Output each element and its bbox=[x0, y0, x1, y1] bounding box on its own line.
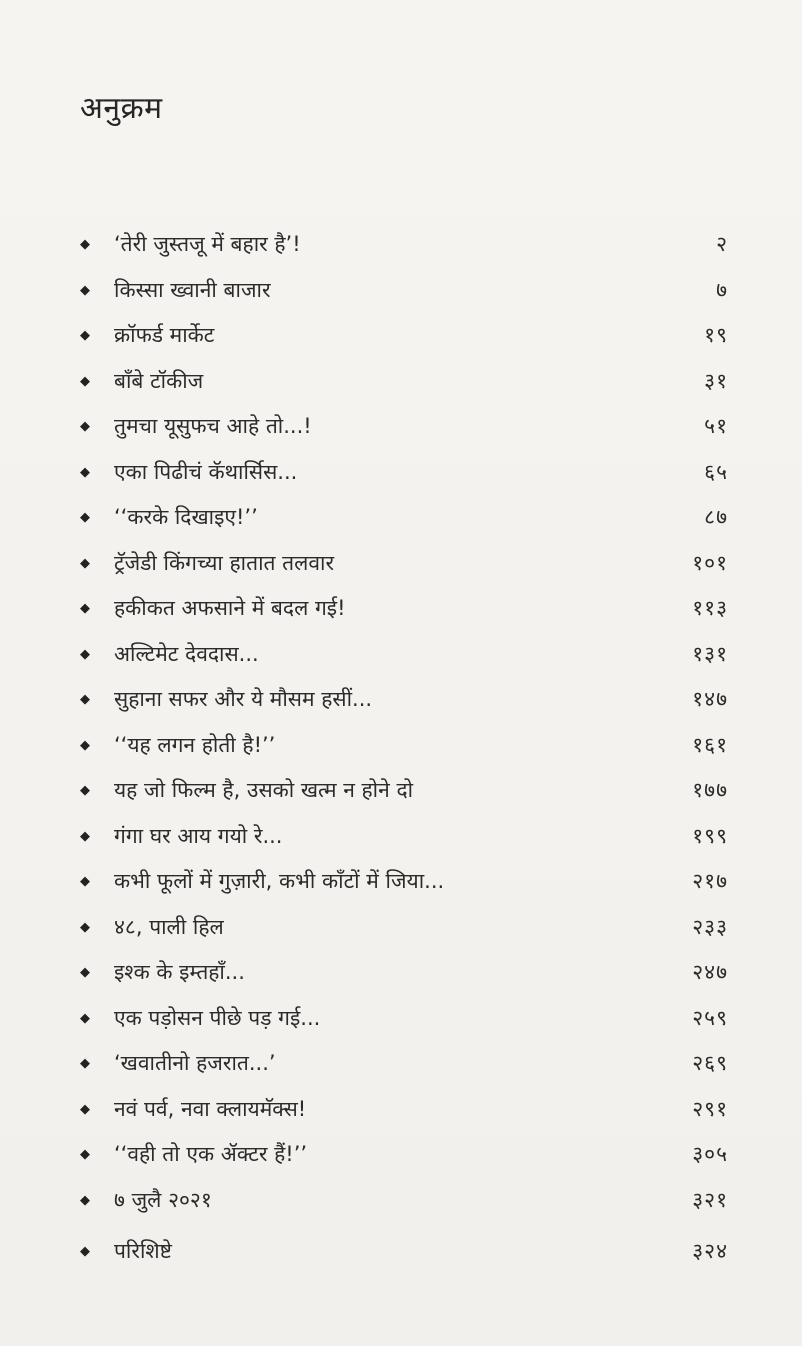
toc-entry-page: २६९ bbox=[692, 1051, 728, 1075]
toc-entry-title: कभी फूलों में गुज़ारी, कभी काँटों में जिया... bbox=[114, 869, 445, 893]
toc-entry-page: ७ bbox=[716, 277, 728, 302]
toc-entry-title: क्रॉफर्ड मार्केट bbox=[114, 323, 215, 347]
toc-entry bbox=[78, 313, 728, 359]
toc-entry-title: बॉंबे टॉकीज bbox=[114, 368, 204, 393]
toc-entry-title: परिशिष्टे bbox=[114, 1239, 172, 1263]
diamond-bullet-icon: ◆ bbox=[80, 1010, 90, 1026]
toc-entry bbox=[78, 541, 728, 587]
diamond-bullet-icon: ◆ bbox=[80, 601, 90, 616]
diamond-bullet-icon: ◆ bbox=[80, 965, 90, 980]
toc-entry bbox=[78, 1041, 728, 1087]
toc-entry-page: २३३ bbox=[692, 914, 728, 939]
toc-entry bbox=[78, 814, 728, 860]
toc-entry-page: १७७ bbox=[692, 778, 728, 802]
toc-entry-page: १९ bbox=[704, 323, 728, 347]
toc-entry-title: सुहाना सफर और ये मौसम हसीं... bbox=[114, 687, 373, 711]
toc-entry-page: १०१ bbox=[692, 550, 728, 575]
diamond-bullet-icon: ◆ bbox=[80, 874, 90, 889]
toc-entry-page: ८७ bbox=[704, 505, 728, 529]
diamond-bullet-icon: ◆ bbox=[80, 737, 90, 753]
toc-entry bbox=[78, 1229, 728, 1275]
diamond-bullet-icon: ◆ bbox=[80, 328, 90, 343]
toc-entry bbox=[78, 268, 728, 314]
toc-entry-page: २ bbox=[716, 232, 728, 256]
toc-entry-page: २५९ bbox=[692, 1005, 728, 1030]
toc-entry-title: ‘‘यह लगन होती है!’’ bbox=[114, 732, 276, 757]
toc-entry bbox=[78, 1132, 728, 1178]
diamond-bullet-icon: ◆ bbox=[80, 646, 90, 662]
toc-entry bbox=[78, 1178, 728, 1224]
diamond-bullet-icon: ◆ bbox=[80, 555, 90, 571]
toc-entry bbox=[78, 950, 728, 996]
toc-entry bbox=[78, 632, 728, 678]
diamond-bullet-icon: ◆ bbox=[80, 237, 90, 252]
toc-entry-title: एक पड़ोसन पीछे पड़ गई... bbox=[114, 1005, 321, 1030]
diamond-bullet-icon: ◆ bbox=[80, 1244, 90, 1259]
toc-entry bbox=[78, 1087, 728, 1133]
toc-entry-title: ‘तेरी जुस्तजू में बहार है’! bbox=[114, 232, 301, 256]
toc-entry-title: ट्रॅजेडी किंगच्या हातात तलवार bbox=[114, 550, 335, 575]
diamond-bullet-icon: ◆ bbox=[80, 1147, 90, 1162]
toc-entry-page: २९१ bbox=[692, 1096, 728, 1121]
toc-entry bbox=[78, 404, 728, 450]
toc-entry-page: १९९ bbox=[692, 823, 728, 848]
toc-entry bbox=[78, 768, 728, 814]
diamond-bullet-icon: ◆ bbox=[80, 282, 90, 298]
toc-entry-title: अल्टिमेट देवदास... bbox=[114, 641, 259, 666]
diamond-bullet-icon: ◆ bbox=[80, 373, 90, 389]
toc-entry-page: ३१ bbox=[704, 368, 728, 393]
toc-entry bbox=[78, 495, 728, 541]
toc-entry-page: ३०५ bbox=[692, 1142, 728, 1166]
toc-entry-page: ५१ bbox=[704, 414, 728, 438]
toc-entry-title: नवं पर्व, नवा क्लायमॅक्स! bbox=[114, 1096, 307, 1121]
table-of-contents bbox=[78, 222, 728, 1275]
toc-entry bbox=[78, 859, 728, 905]
diamond-bullet-icon: ◆ bbox=[80, 783, 90, 798]
toc-entry bbox=[78, 450, 728, 496]
toc-entry bbox=[78, 723, 728, 769]
toc-entry-title: किस्सा ख्वानी बाजार bbox=[114, 277, 271, 302]
toc-entry-page: १६१ bbox=[692, 732, 728, 757]
toc-entry-page: १३१ bbox=[692, 641, 728, 666]
toc-entry-title: ‘खवातीनो हजरात...’ bbox=[114, 1051, 276, 1075]
diamond-bullet-icon: ◆ bbox=[80, 1101, 90, 1117]
diamond-bullet-icon: ◆ bbox=[80, 510, 90, 525]
diamond-bullet-icon: ◆ bbox=[80, 692, 90, 707]
diamond-bullet-icon: ◆ bbox=[80, 1056, 90, 1071]
diamond-bullet-icon: ◆ bbox=[80, 828, 90, 844]
toc-entry-page: २४७ bbox=[692, 960, 728, 984]
toc-entry bbox=[78, 905, 728, 951]
toc-entry-page: ३२४ bbox=[692, 1239, 728, 1263]
toc-entry-page: ३२१ bbox=[692, 1187, 728, 1212]
toc-entry-title: ‘‘करके दिखाइए!’’ bbox=[114, 505, 258, 529]
toc-entry-page: २१७ bbox=[692, 869, 728, 893]
toc-entry bbox=[78, 677, 728, 723]
toc-entry bbox=[78, 586, 728, 632]
toc-entry-title: ‘‘वही तो एक ॲक्टर हैं!’’ bbox=[114, 1142, 308, 1166]
diamond-bullet-icon: ◆ bbox=[80, 464, 90, 480]
toc-entry-title: हकीकत अफसाने में बदल गई! bbox=[114, 596, 346, 620]
toc-entry-title: ४८, पाली हिल bbox=[114, 914, 224, 939]
toc-entry bbox=[78, 996, 728, 1042]
toc-entry bbox=[78, 222, 728, 268]
diamond-bullet-icon: ◆ bbox=[80, 419, 90, 434]
toc-entry-title: ७ जुलै २०२१ bbox=[114, 1187, 212, 1212]
toc-entry-title: यह जो फिल्म है, उसको खत्म न होने दो bbox=[114, 778, 414, 802]
toc-entry-title: तुमचा यूसुफच आहे तो...! bbox=[114, 414, 312, 438]
page-title: अनुक्रम bbox=[80, 91, 163, 126]
toc-entry-title: इश्क के इम्तहाँ... bbox=[114, 960, 245, 984]
toc-entry bbox=[78, 359, 728, 405]
toc-entry-page: ११३ bbox=[692, 596, 728, 620]
toc-entry-page: १४७ bbox=[692, 687, 728, 711]
toc-entry-title: एका पिढीचं कॅथार्सिस... bbox=[114, 459, 298, 484]
diamond-bullet-icon: ◆ bbox=[80, 919, 90, 935]
diamond-bullet-icon: ◆ bbox=[80, 1192, 90, 1208]
toc-entry-page: ६५ bbox=[704, 459, 728, 484]
toc-entry-title: गंगा घर आय गयो रे... bbox=[114, 823, 283, 848]
